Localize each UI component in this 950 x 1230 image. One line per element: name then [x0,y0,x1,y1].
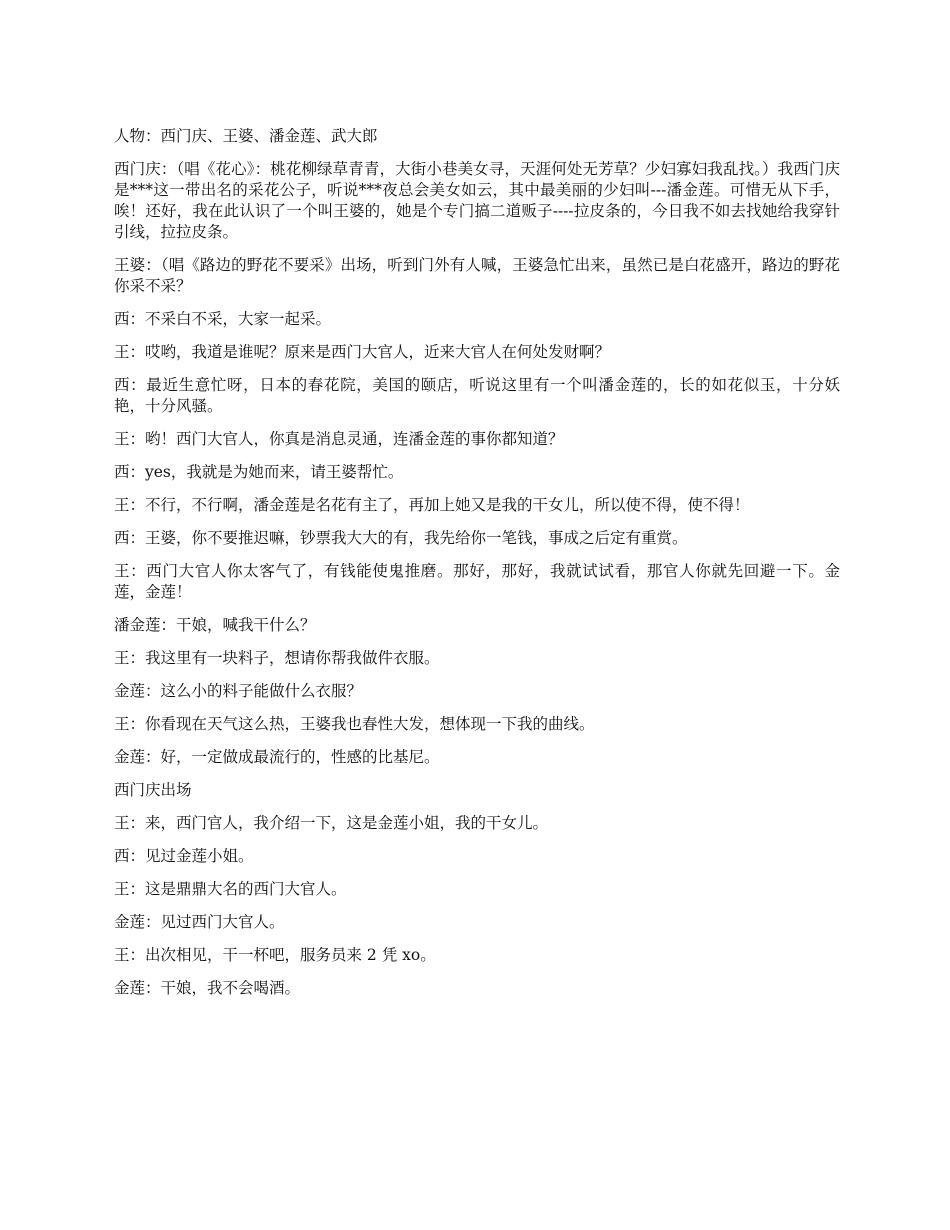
dialogue-line: 王：你看现在天气这么热，王婆我也春性大发，想体现一下我的曲线。 [114,715,595,733]
dialogue-line: 王：我这里有一块料子，想请你帮我做件衣服。 [114,649,440,667]
dialogue-line: 潘金莲：干娘，喊我干什么？ [114,616,316,634]
paragraph-wangpo-entrance: 王婆：（唱《路边的野花不要采》出场，听到门外有人喊，王婆急忙出来，虽然已是白花盛开，路边的野花你采不采？ [114,256,840,295]
dialogue-line: 王：哎哟，我道是谁呢？原来是西门大官人，近来大官人在何处发财啊？ [114,343,611,361]
dialogue-line: 王：这是鼎鼎大名的西门大官人。 [114,880,347,898]
dialogue-line: 西：见过金莲小姐。 [114,847,254,865]
dialogue-line: 西：yes，我就是为她而来，请王婆帮忙。 [114,463,404,481]
dialogue-line: 西：最近生意忙呀，日本的春花院，美国的颐店，听说这里有一个叫潘金莲的，长的如花似玉，十分妖艳，十分风骚。 [114,376,840,415]
paragraph-ximen-intro: 西门庆：（唱《花心》：桃花柳绿草青青，大街小巷美女寻，天涯何处无芳草？少妇寡妇我乱找。）我西门庆是***这一带出名的采花公子，听说***夜总会美女如云，其中最美丽的少妇叫---潘金莲。可惜无从下手，唉！还好，我在此认识了一个叫王婆的，她是个专门搞二道贩子----拉皮条的，今日我不如去找她给我穿针引线，拉拉皮条。 [114,160,840,241]
dialogue-line: 金莲：好，一定做成最流行的，性感的比基尼。 [114,748,440,766]
dialogue-line: 王：哟！西门大官人，你真是消息灵通，连潘金莲的事你都知道？ [114,430,564,448]
dialogue-line: 金莲：这么小的料子能做什么衣服？ [114,682,363,700]
dialogue-line: 西：王婆，你不要推迟嘛，钞票我大大的有，我先给你一笔钱，事成之后定有重赏。 [114,529,688,547]
dialogue-line: 王：不行，不行啊，潘金莲是名花有主了，再加上她又是我的干女儿，所以使不得，使不得！ [114,496,750,514]
paragraph-characters: 人物：西门庆、王婆、潘金莲、武大郎 [114,127,378,145]
dialogue-line: 王：出次相见，干一杯吧，服务员来 2 凭 xo。 [114,946,436,964]
dialogue-line: 西：不采白不采，大家一起采。 [114,310,332,328]
dialogue-line: 金莲：干娘，我不会喝酒。 [114,979,301,997]
document-body [114,126,840,1011]
stage-direction: 西门庆出场 [114,781,192,799]
dialogue-line: 王：西门大官人你太客气了，有钱能使鬼推磨。那好，那好，我就试试看，那官人你就先回避一下。金莲，金莲！ [114,562,840,601]
dialogue-line: 王：来，西门官人，我介绍一下，这是金莲小姐，我的干女儿。 [114,814,549,832]
dialogue-line: 金莲：见过西门大官人。 [114,913,285,931]
